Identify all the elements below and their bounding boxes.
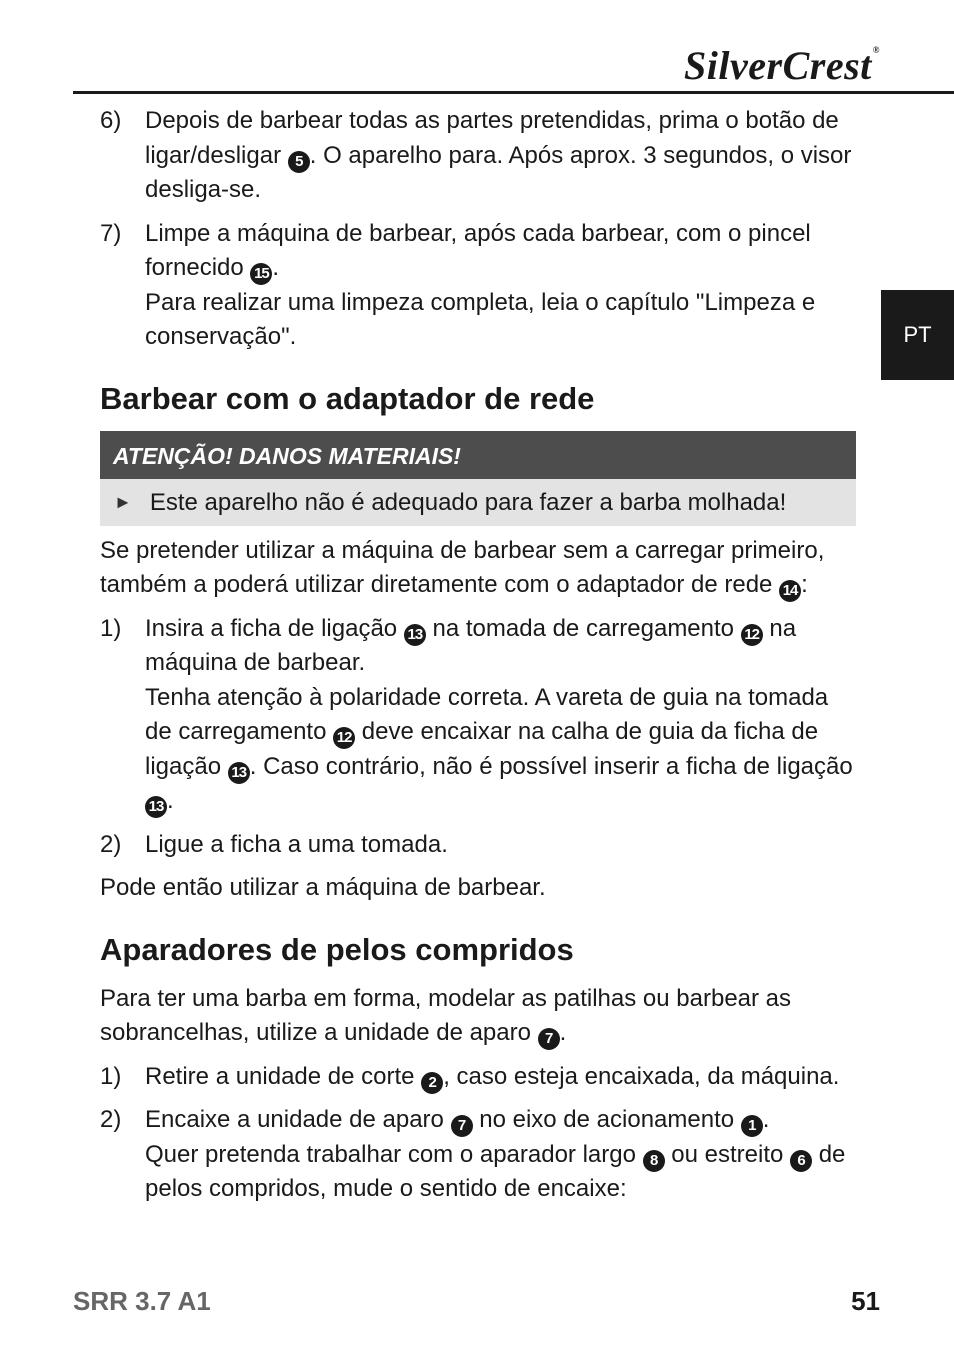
step-number: 6)	[100, 107, 122, 134]
section1-intro: Se pretender utilizar a máquina de barbear sem a carregar primeiro, também a poderá utilizar diretamente com o adaptador de rede 14 :	[100, 534, 856, 603]
page-content	[100, 104, 856, 1216]
ref-badge: 7	[538, 1028, 560, 1050]
warning-text: Este aparelho não é adequado para fazer a barba molhada!	[149, 488, 787, 516]
section1-outro: Pode então utilizar a máquina de barbear.	[100, 874, 546, 901]
section2-intro: Para ter uma barba em forma, modelar as patilhas ou barbear as sobrancelhas, utilize a unidade de aparo 7 .	[100, 982, 856, 1051]
ref-badge: 12	[741, 624, 763, 646]
step-extra-text: Quer pretenda trabalhar com o aparador largo 8 ou estreito 6 de pelos compridos, mude o sentido de encaixe:	[145, 1140, 846, 1202]
brand-logo: SilverCrest®	[684, 43, 880, 88]
step-7	[100, 217, 856, 355]
step-number: 7)	[100, 219, 122, 247]
step-number: 1)	[100, 614, 122, 642]
ref-badge: 1	[741, 1115, 763, 1137]
ref-badge: 12	[333, 727, 355, 749]
trimmer-step-2	[100, 1103, 856, 1207]
adapter-step-2	[100, 828, 856, 863]
warning-title: ATENÇÃO! DANOS MATERIAIS!	[100, 431, 856, 479]
step-text: Ligue a ficha a uma tomada.	[145, 830, 448, 858]
ref-badge: 14	[779, 580, 801, 602]
step-text: Insira a ficha de ligação 13 na tomada de carregamento 12 na máquina de barbear.	[145, 614, 797, 676]
ref-badge: 13	[404, 624, 426, 646]
step-number: 1)	[100, 1062, 122, 1090]
ref-badge: 2	[421, 1072, 443, 1094]
step-text: Limpe a máquina de barbear, após cada barbear, com o pincel fornecido 15 .	[145, 217, 856, 286]
section-heading-trimmer: Aparadores de pelos compridos	[100, 931, 574, 967]
ref-badge: 13	[228, 762, 250, 784]
step-text: Encaixe a unidade de aparo 7 no eixo de acionamento 1 .	[145, 1103, 856, 1138]
ref-badge: 8	[643, 1150, 665, 1172]
step-number: 2)	[100, 1106, 122, 1133]
warning-box	[100, 479, 856, 526]
step-number: 2)	[100, 830, 122, 858]
step-extra-text: Para realizar uma limpeza completa, leia o capítulo "Limpeza e conservação".	[145, 288, 816, 350]
arrow-icon: ►	[114, 491, 132, 512]
language-tab: PT	[881, 290, 954, 380]
registered-mark: ®	[872, 45, 880, 55]
step-6	[100, 104, 856, 208]
header-rule	[73, 91, 954, 94]
step-text: Retire a unidade de corte 2 , caso esteja encaixada, da máquina.	[145, 1060, 856, 1095]
ref-badge: 15	[250, 263, 272, 285]
ref-badge: 13	[145, 796, 167, 818]
page-number: 51	[851, 1286, 880, 1316]
ref-badge: 6	[790, 1150, 812, 1172]
trimmer-step-1	[100, 1060, 856, 1095]
ref-badge: 5	[288, 151, 310, 173]
adapter-step-1	[100, 612, 856, 819]
ref-badge: 7	[451, 1115, 473, 1137]
step-text: Depois de barbear todas as partes pretendidas, prima o botão de ligar/desligar 5 . O aparelho para. Após aprox. 3 segundos, o visor desliga-se.	[145, 107, 852, 203]
section-heading-adapter: Barbear com o adaptador de rede	[100, 380, 595, 416]
step-extra-text: Tenha atenção à polaridade correta. A vareta de guia na tomada de carregamento 12 deve encaixar na calha de guia da ficha de ligação 13 . Caso contrário, não é possível inserir a ficha de ligação 13 .	[145, 681, 856, 819]
model-number: SRR 3.7 A1	[73, 1286, 211, 1316]
